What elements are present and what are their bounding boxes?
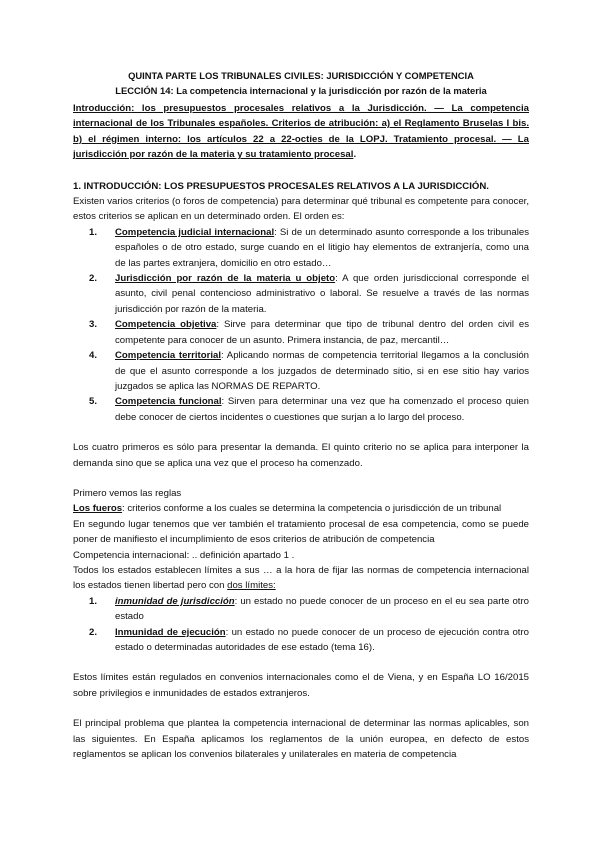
spacer	[73, 701, 529, 716]
lesson-label: LECCIÓN 14	[115, 85, 171, 96]
item-number: 1.	[89, 595, 98, 607]
item-number: 3.	[89, 319, 98, 331]
main-problem-paragraph: El principal problema que plantea la competencia internacional de determinar las normas aplicables, son las siguientes. En España aplicamos los reglamentos de la unión europea, en defecto de estos reglamentos se aplican los convenios bilaterales y unilaterales en materia de competencia	[73, 718, 529, 761]
lesson-title	[73, 83, 529, 98]
list-item	[89, 317, 529, 348]
fueros-label: Los fueros	[73, 503, 123, 515]
item-number: 1.	[89, 226, 98, 238]
fueros-text: : criterios conforme a los cuales se determina la competencia o jurisdicción de un tribunal	[122, 503, 502, 515]
limits-paragraph	[73, 563, 529, 594]
item-number: 2.	[89, 273, 98, 285]
item-number: 5.	[89, 396, 98, 408]
lesson-subtitle: : La competencia internacional y la jurisdicción por razón de la materia	[170, 85, 487, 96]
item-text: : A que orden jurisdiccional corresponde el asunto, civil penal contencioso administrativo o laboral. Se resuelve a través de las normas jurisdicción por razón de la materia.	[115, 273, 529, 315]
item-term: Competencia territorial	[115, 350, 222, 362]
regulation-paragraph: Estos límites están regulados en convenios internacionales como el de Viena, y en España LO 16/2015 sobre privilegios e inmunidades de estados extranjeros.	[73, 672, 529, 699]
item-term: Jurisdicción por razón de la materia u objeto	[115, 273, 336, 285]
item-number: 2.	[89, 626, 98, 638]
item-term: Inmunidad de ejecución	[115, 626, 226, 638]
list-item	[89, 394, 529, 425]
list-item	[89, 348, 529, 394]
item-text: : un estado no puede conocer de un proceso en el eu sea parte otro estado	[115, 595, 529, 623]
item-text: : Sirve para determinar que tipo de tribunal dentro del orden civil es competente para conocer de un asunto. Primera instancia, de paz, mercantil…	[115, 319, 529, 346]
item-number: 4.	[89, 350, 98, 362]
intro-end: .	[353, 149, 357, 161]
item-text: : un estado no puede conocer de un proceso de ejecución contra otro estado o determinadas autoridades de ese estado (tema 16).	[115, 626, 530, 653]
list-item	[89, 271, 529, 317]
section-lead: Existen varios criterios (o foros de competencia) para determinar qué tribunal es competente para conocer, estos criterios se aplican en un determinado orden. El orden es:	[73, 196, 529, 223]
intro-label: Introducción	[73, 103, 132, 114]
intro-paragraph	[73, 101, 529, 163]
after-list-paragraph: Los cuatro primeros es sólo para presentar la demanda. El quinto criterio no se aplica para interponer la demanda sino que se aplica una vez que el proceso ha comenzado.	[73, 442, 529, 469]
spacer	[73, 425, 529, 440]
item-term: Competencia funcional	[115, 396, 222, 408]
spacer	[73, 655, 529, 670]
intl-competence-line: Competencia internacional: .. definición apartado 1 .	[73, 549, 295, 561]
list-item	[89, 625, 530, 656]
item-text: : Si de un determinado asunto corresponde a los tribunales españoles o de otro estado, surge cuando en el litigio hay elementos de extranjería, como una de las partes extranjera, domicilio en otro estado…	[115, 226, 529, 269]
limits-keyword: dos límites:	[227, 580, 276, 592]
limits-lead: Todos los estados establecen límites a sus … a la hora de fijar las normas de competencia internacional los estados tienen libertad pero con	[73, 564, 529, 592]
fueros-paragraph	[73, 501, 529, 516]
limits-list	[73, 594, 529, 656]
criteria-list	[73, 225, 529, 425]
intro-text: : los presupuestos procesales relativos a la Jurisdicción. — La competencia internacional de los Tribunales españoles. Criterios de atribución: a) el Reglamento Bruselas I bis. b) el régimen interno: los artículos 22 a 22-octies de la LOPJ. Tratamiento procesal. — La jurisdicción por razón de la materia y su tratamiento procesal	[73, 103, 529, 161]
item-text: : Aplicando normas de competencia territorial llegamos a la conclusión de que el asunto corresponde a los juzgados de determinado sitio, si en ese sitio hay varios juzgados se aplica las NORMAS DE REPARTO.	[115, 350, 529, 392]
item-term: inmunidad de jurisdicción	[115, 595, 235, 607]
item-term: Competencia judicial internacional	[115, 226, 275, 238]
item-term: Competencia objetiva	[115, 319, 217, 331]
item-text: : Sirven para determinar una vez que ha comenzado el proceso quien debe conocer de ciertos incidentes o cuestiones que surjan a lo largo del proceso.	[115, 396, 529, 423]
list-item	[89, 225, 529, 271]
spacer	[73, 471, 529, 486]
part-title: QUINTA PARTE LOS TRIBUNALES CIVILES: JURISDICCIÓN Y COMPETENCIA	[128, 70, 474, 81]
page-content	[73, 68, 529, 762]
rules-intro: Primero vemos las reglas	[73, 487, 182, 499]
treatment-paragraph: En segundo lugar tenemos que ver también el tratamiento procesal de esa competencia, como se puede poner de manifiesto el incumplimiento de esos criterios de atribución de competencia	[73, 518, 529, 546]
section-heading: 1. INTRODUCCIÓN: LOS PRESUPUESTOS PROCESALES RELATIVOS A LA JURISDICCIÓN.	[73, 180, 489, 192]
list-item	[89, 594, 529, 625]
